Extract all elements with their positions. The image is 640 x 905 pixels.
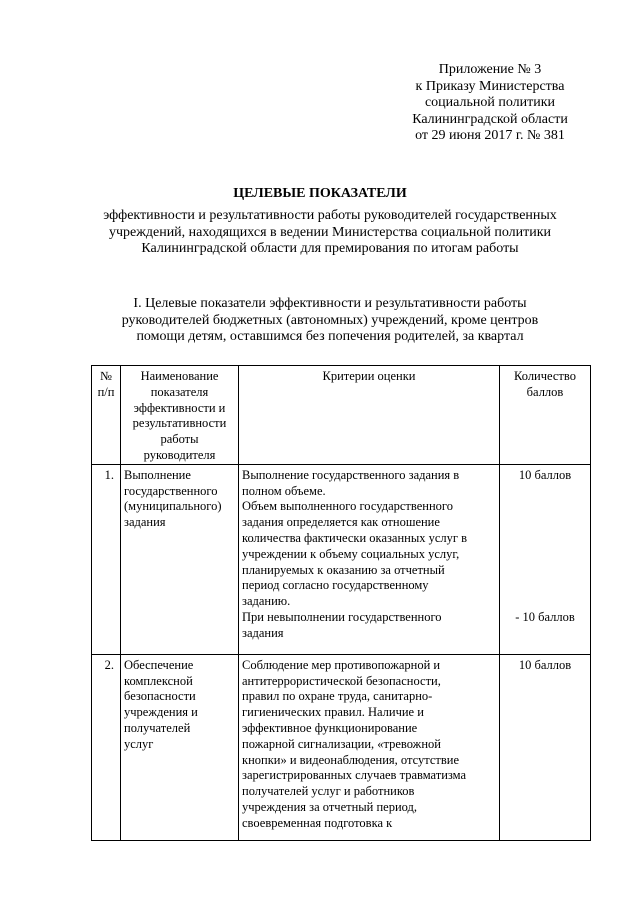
header-indicator-name [121,366,239,465]
criteria-line: антитеррористической безопасности, [242,673,441,688]
appendix-line: Калининградской области [412,111,568,127]
criteria-line: кнопки» и видеонаблюдения, отсутствие [242,752,460,767]
name-line: (муниципального) [124,499,222,514]
table-row [92,654,591,840]
name-line: государственного [124,483,218,498]
criteria-line: задания определяется как отношение [242,515,440,530]
row-indicator-name [121,464,239,654]
row-number: 2. [92,654,121,840]
header-number-l1: № [100,369,112,383]
appendix-line: к Приказу Министерства [415,78,565,94]
header-points-line: Количество [514,369,576,383]
criteria-line: количества фактически оказанных услуг в [242,530,468,545]
criteria-line: учреждения за отчетный период, [242,799,418,814]
name-line: задания [124,515,166,530]
header-number [92,366,121,465]
appendix-header [395,62,585,145]
appendix-line: социальной политики [424,95,556,111]
section-line: I. Целевые показатели эффективности и результативности работы [133,296,527,311]
criteria-line: планируемых к оказанию за отчетный [242,562,445,577]
appendix-line: Приложение № 3 [438,62,542,77]
row-criteria [239,654,500,840]
criteria-line: период согласно государственному [242,578,429,593]
name-line: комплексной [124,673,193,688]
table-header-row [92,366,591,465]
row-number: 1. [92,464,121,654]
criteria-line: получателей услуг и работников [242,784,415,799]
row-points [500,654,591,840]
subtitle-line: Калининградской области для премирования по итогам работы [141,241,519,256]
header-points [500,366,591,465]
section-line: помощи детям, оставшимся без попечения родителей, за квартал [136,329,524,344]
header-name-line: Наименование [140,369,219,383]
section-heading [80,296,580,346]
header-criteria: Критерии оценки [239,366,500,465]
header-name-line: работы [160,432,199,447]
criteria-line: гигиенических правил. Наличие и [242,705,424,720]
subtitle-line: учреждений, находящихся в ведении Министерства социальной политики [108,224,552,240]
header-name-line: результативности [132,416,227,431]
criteria-line: зарегистрированных случаев травматизма [242,768,467,783]
points-penalty-value: - 10 баллов [515,609,575,624]
criteria-line: задания [242,625,284,640]
name-line: учреждения и [124,705,198,720]
criteria-line: эффективное функционирование [242,720,418,735]
criteria-line: Соблюдение мер противопожарной и [242,657,441,672]
header-number-l2: п/п [97,384,115,399]
name-line: получателей [124,720,191,735]
row-criteria [239,464,500,654]
criteria-line: учреждении к объему социальных услуг, [242,546,460,561]
header-points-line: баллов [526,384,564,399]
criteria-line: своевременная подготовка к [242,815,393,830]
name-line: Выполнение [124,467,191,482]
subtitle-line: эффективности и результативности работы руководителей государственных [103,208,557,223]
header-name-line: показателя [150,384,209,399]
document-title: ЦЕЛЕВЫЕ ПОКАЗАТЕЛИ [233,186,407,201]
name-line: Обеспечение [124,657,194,672]
header-name-line: эффективности и [133,400,226,415]
criteria-line: пожарной сигнализации, «тревожной [242,736,441,751]
points-value: 10 баллов [518,657,572,672]
criteria-line: При невыполнении государственного [242,609,442,624]
appendix-line: от 29 июня 2017 г. № 381 [415,128,565,144]
document-subtitle [80,208,580,258]
points-value: 10 баллов [518,467,572,482]
criteria-line: Выполнение государственного задания в [242,467,460,482]
header-name-line: руководителя [143,447,216,462]
table-row [92,464,591,654]
row-points [500,464,591,654]
criteria-line: полном объеме. [242,483,326,498]
criteria-line: заданию. [242,594,291,609]
criteria-table [91,365,591,841]
criteria-line: Объем выполненного государственного [242,499,453,514]
section-line: руководителей бюджетных (автономных) учреждений, кроме центров [121,312,539,328]
points-spacer [503,484,587,610]
name-line: безопасности [124,689,196,704]
criteria-line: правил по охране труда, санитарно- [242,689,433,704]
name-line: услуг [124,736,154,751]
row-indicator-name [121,654,239,840]
